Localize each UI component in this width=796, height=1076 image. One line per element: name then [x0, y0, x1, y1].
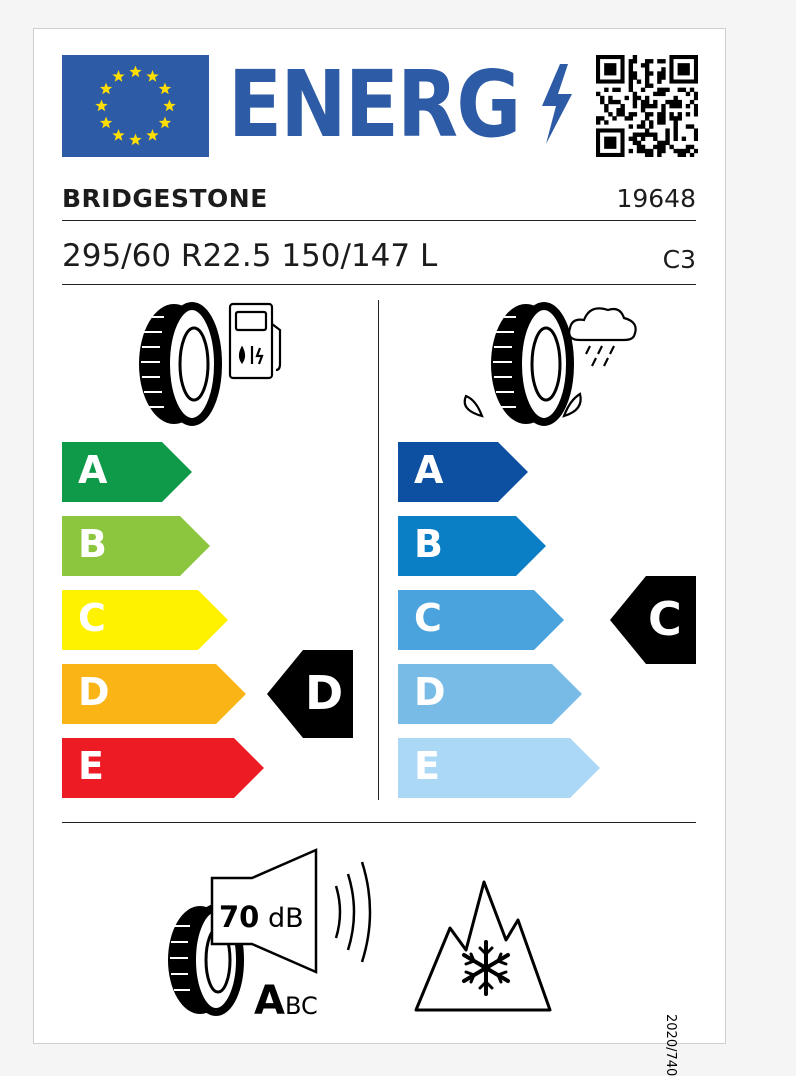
fuel-efficiency-class-label: B: [78, 522, 107, 566]
eu-star-icon: [112, 129, 124, 141]
noise-unit: dB: [267, 903, 304, 934]
eu-star-icon: [95, 100, 107, 112]
energy-title: ENERG: [228, 51, 520, 158]
tyre-icon: [491, 304, 570, 424]
wet-grip-rating-letter: C: [648, 592, 682, 646]
wet-grip-class-e: [398, 738, 600, 798]
eu-star-icon: [112, 70, 124, 82]
eu-star-icon: [100, 83, 112, 95]
tyre-size: 295/60 R22.5 150/147 L: [62, 238, 438, 274]
eu-star-icon: [159, 83, 171, 95]
tyre-icon: [139, 304, 218, 424]
lightning-bolt-icon: [536, 64, 576, 148]
fuel-efficiency-class-d: [62, 664, 246, 724]
fuel-efficiency-rating: [267, 650, 353, 742]
wet-grip-class-c: [398, 590, 564, 650]
fuel-efficiency-class-label: D: [78, 670, 110, 714]
fuel-pump-icon: [230, 304, 280, 378]
eu-star-icon: [163, 100, 175, 112]
eu-star-icon: [100, 117, 112, 129]
wet-grip-class-label: A: [414, 448, 444, 492]
eu-star-icon: [146, 70, 158, 82]
fuel-efficiency-class-b: [62, 516, 210, 576]
model-id: 19648: [616, 184, 696, 213]
eu-star-icon: [129, 134, 141, 146]
divider: [62, 284, 696, 285]
noise-value: [219, 900, 304, 934]
noise-class: [254, 978, 318, 1024]
noise-class-selected: A: [254, 978, 285, 1024]
three-peak-mountain-snowflake-icon: [414, 880, 554, 1019]
fuel-efficiency-rating-letter: D: [305, 666, 344, 720]
wet-grip-class-d: [398, 664, 582, 724]
rain-cloud-icon: [569, 308, 636, 366]
fuel-efficiency-class-a: [62, 442, 192, 502]
wet-grip-class-label: E: [414, 744, 440, 788]
eu-star-icon: [146, 129, 158, 141]
brand-name: BRIDGESTONE: [62, 184, 268, 213]
wet-grip-class-label: D: [414, 670, 446, 714]
fuel-efficiency-class-label: E: [78, 744, 104, 788]
wet-grip-class-b: [398, 516, 546, 576]
divider: [62, 220, 696, 221]
qr-code: [596, 55, 698, 161]
wet-grip-class-label: B: [414, 522, 443, 566]
fuel-efficiency-class-label: C: [78, 596, 106, 640]
sound-waves-icon: [336, 862, 370, 962]
fuel-efficiency-pictogram: [134, 302, 294, 436]
eu-star-icon: [129, 66, 141, 78]
tyre-class: C3: [662, 245, 696, 274]
wet-grip-class-a: [398, 442, 528, 502]
eu-star-icon: [159, 117, 171, 129]
noise-db-value: 70: [219, 900, 260, 934]
eu-flag-icon: [62, 55, 209, 157]
noise-class-others: BC: [284, 992, 318, 1020]
wet-grip-class-label: C: [414, 596, 442, 640]
column-divider: [378, 300, 379, 800]
fuel-efficiency-class-c: [62, 590, 228, 650]
divider: [62, 822, 696, 823]
regulation-number: 2020/740: [663, 1014, 678, 1076]
wet-grip-pictogram: [452, 300, 652, 434]
wet-grip-rating: [610, 576, 696, 668]
fuel-efficiency-class-e: [62, 738, 264, 798]
fuel-efficiency-class-label: A: [78, 448, 108, 492]
